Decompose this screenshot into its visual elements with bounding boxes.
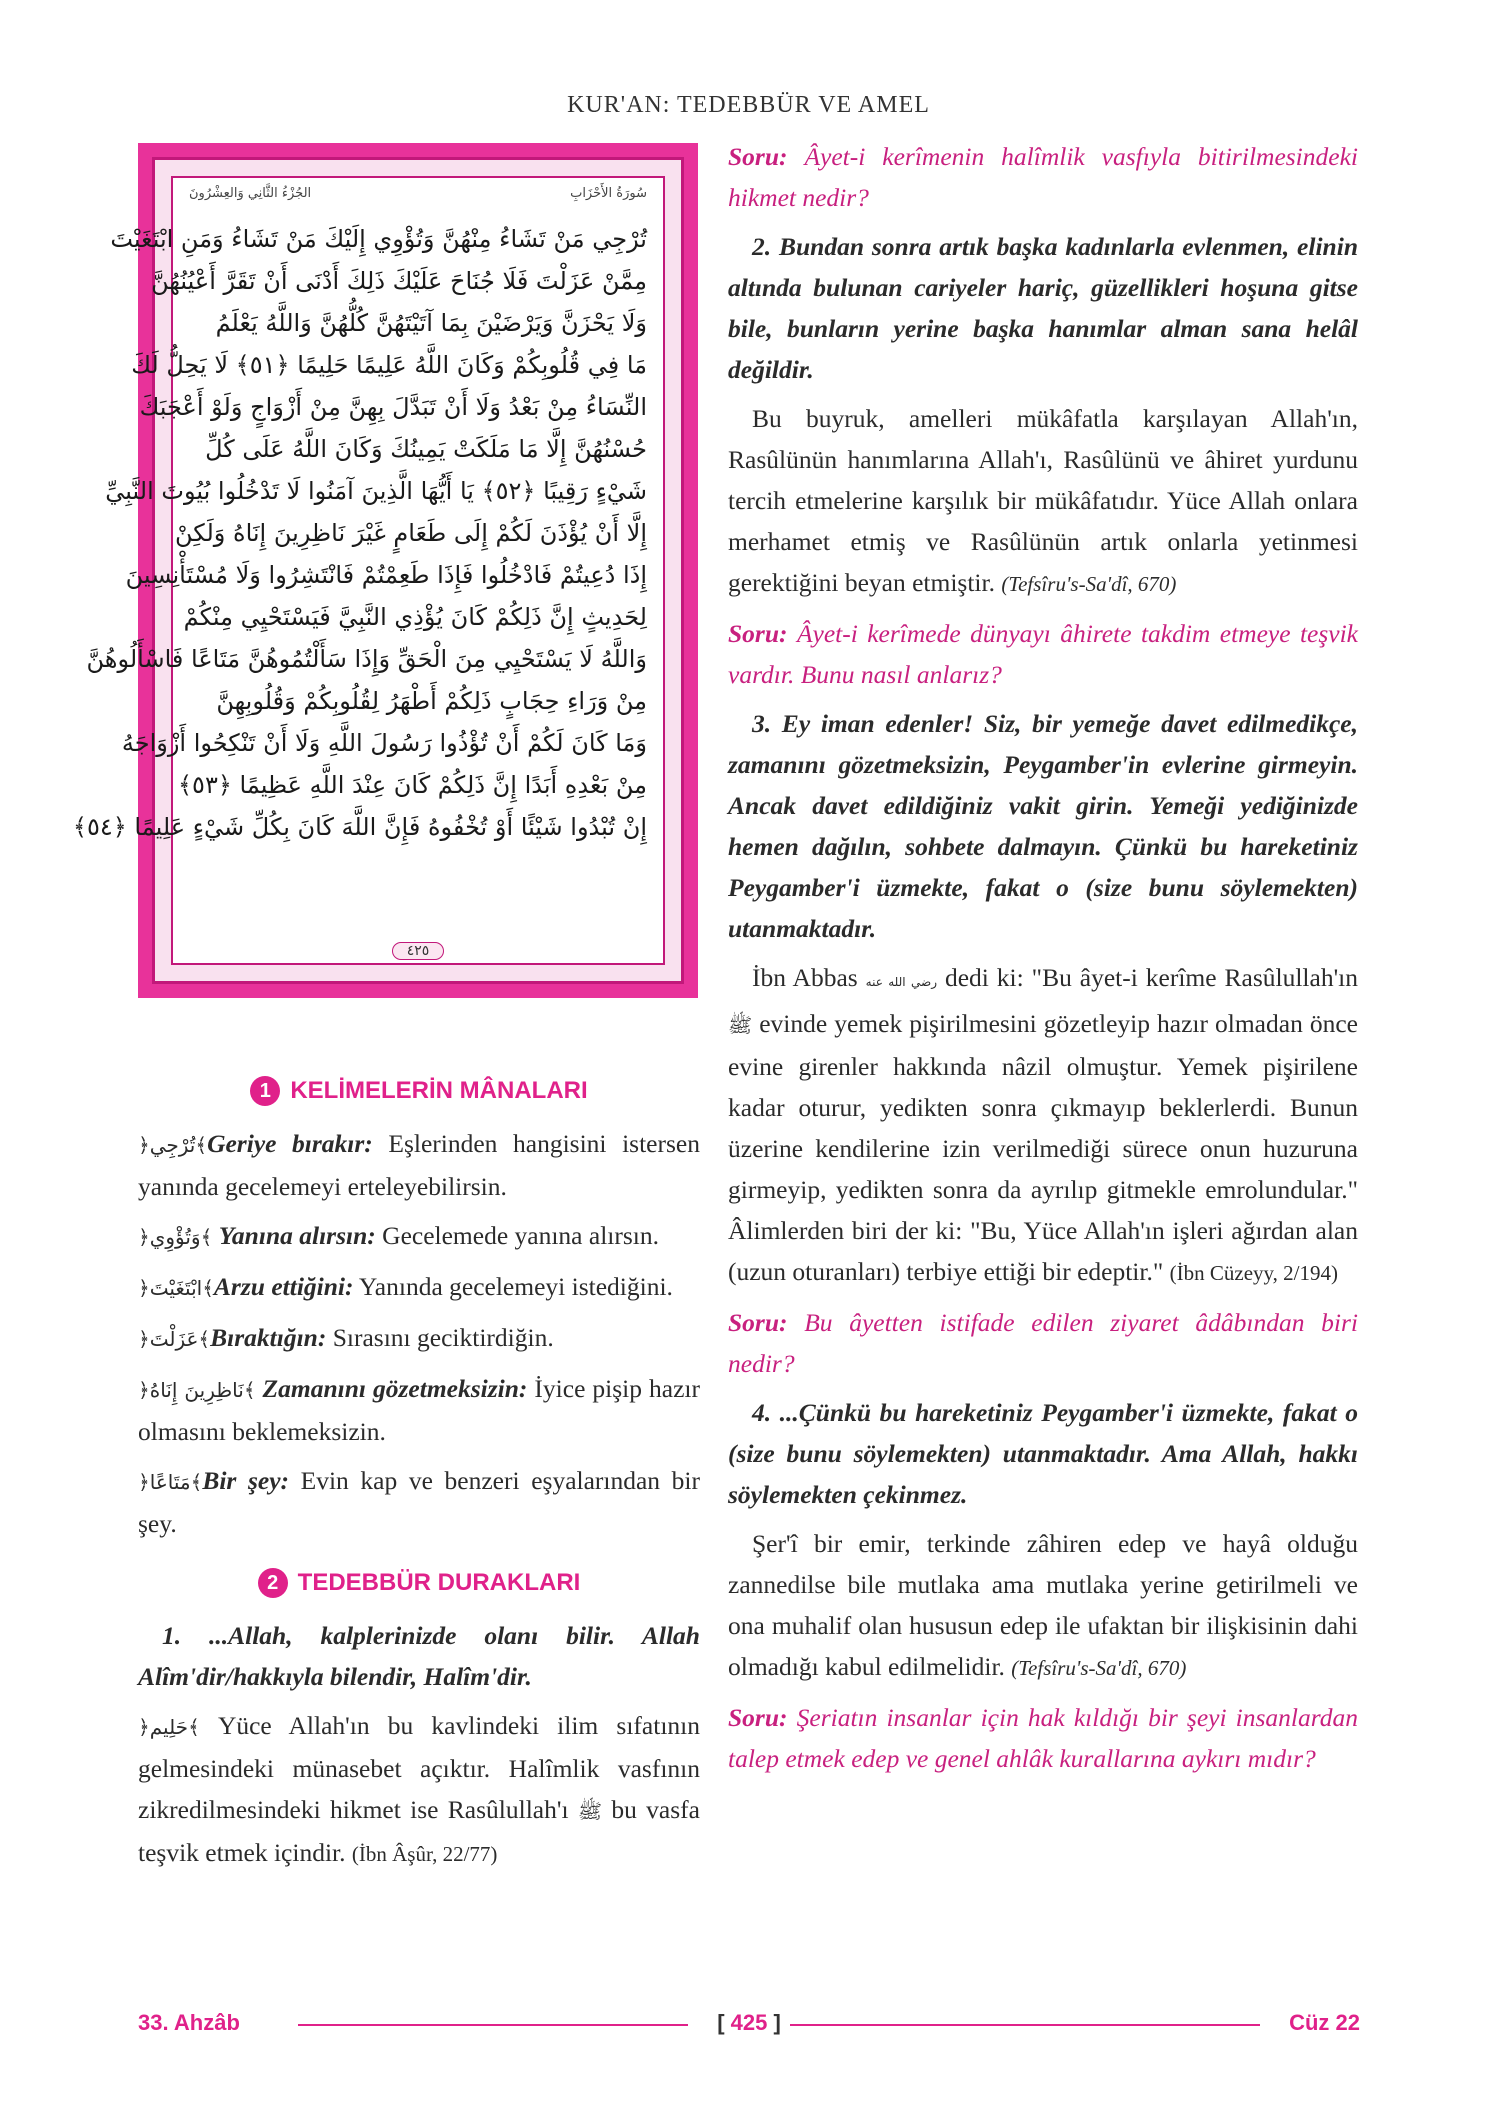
reflection-commentary-1 (138, 1705, 700, 1875)
salawat-symbol: ﷺ (577, 1799, 603, 1823)
footer-surah: 33. Ahzâb (138, 2010, 240, 2035)
running-header: KUR'AN: TEDEBBÜR VE AMEL (567, 92, 930, 118)
term-meaning: Yanına alırsın: (212, 1221, 376, 1250)
quran-line: إِنْ تُبْدُوا شَيْئًا أَوْ تُخْفُوهُ فَإِنَّ اللَّهَ كَانَ بِكُلِّ شَيْءٍ عَلِيمًا ﴿٥٤﴾ (72, 813, 647, 841)
quran-page-header (189, 186, 647, 201)
term-definition: Eşlerinden hangisini istersen yanında gecelemeyi erteleyebilirsin. (138, 1129, 700, 1201)
question-text: Bu âyetten istifade edilen ziyaret âdâbından biri nedir? (728, 1308, 1358, 1378)
term-definition: Evin kap ve benzeri eşyalarından bir şey. (138, 1466, 701, 1538)
reflection-verse-2: 2. Bundan sonra artık başka kadınlarla evlenmen, elinin altında bulunan cariyeler hariç, güzellikleri hoşuna gitse bile, bunların yerine başka hanımlar alman sana helâl değildir. (728, 232, 1358, 384)
question-label: Soru: (728, 619, 788, 648)
question-text: Âyet-i kerîmenin halîmlik vasfıyla bitirilmesindeki hikmet nedir? (728, 142, 1358, 212)
term-definition: Yanında gecelemeyi istediğini. (353, 1272, 673, 1301)
reference: (Tefsîru's-Sa'dî, 670) (1011, 1656, 1187, 1680)
term-definition: İyice pişip hazır olmasını beklemeksizin. (138, 1374, 700, 1446)
question-label: Soru: (728, 142, 788, 171)
question-label: Soru: (728, 1308, 788, 1337)
quran-line: وَاللَّهُ لَا يَسْتَحْيِي مِنَ الْحَقِّ وَإِذَا سَأَلْتُمُوهُنَّ مَتَاعًا فَاسْأَلُوهُنَّ (86, 645, 647, 673)
vocabulary-item (138, 1460, 700, 1544)
term-definition: Sırasını geciktirdiğin. (326, 1323, 554, 1352)
question-2 (728, 613, 1358, 695)
reflection-verse-1: 1. ...Allah, kalplerinizde olanı bilir. Allah Alîm'dir/hakkıyla bilendir, Halîm'dir. (138, 1621, 700, 1691)
radiyallahu-symbol: رضي الله عنه (865, 975, 938, 989)
commentary-text: Yüce Allah'ın bu kavlindeki ilim sıfatının gelmesindeki münasebet açıktır. Halîmlik vasfının zikredilmesindeki hikmet ise Rasûlullah'ı (138, 1711, 700, 1824)
quran-line: لِحَدِيثٍ إِنَّ ذَلِكُمْ كَانَ يُؤْذِي النَّبِيَّ فَيَسْتَحْيِي مِنْكُمْ (183, 603, 647, 631)
salawat-symbol: ﷺ (728, 1013, 753, 1037)
term-meaning: Bir şey: (202, 1466, 290, 1495)
quran-line: وَمَا كَانَ لَكُمْ أَنْ تُؤْذُوا رَسُولَ اللَّهِ وَلَا أَنْ تَنْكِحُوا أَزْوَاجَهُ (121, 729, 647, 757)
right-column (728, 136, 1358, 1787)
question-1 (728, 136, 1358, 218)
quran-line: إِذَا دُعِيتُمْ فَادْخُلُوا فَإِذَا طَعِمْتُمْ فَانْتَشِرُوا وَلَا مُسْتَأْنِسِينَ (125, 561, 647, 589)
bracket-close: ] (767, 2010, 781, 2035)
term-meaning: Geriye bırakır: (207, 1129, 373, 1158)
footer-juz: Cüz 22 (1289, 2010, 1360, 2035)
commentary-text: İbn Abbas (752, 963, 866, 992)
arabic-term: ﴿تُرْجِي﴾ (138, 1133, 208, 1157)
commentary-text: Bu buyruk, amelleri mükâfatla karşılayan Allah'ın, Rasûlünün hanımlarına Allah'ı, Rasûlünü ve âhiret yurdunu tercih etmelerine karşılık bir mükâfatıdır. Yüce Allah onlara merhamet etmiş ve Rasûlünün artık onlarla yetinmesi gerektiğini beyan etmiştir. (728, 404, 1358, 597)
commentary-text: Şer'î bir emir, terkinde zâhiren edep ve hayâ olduğu zannedilse bile mutlaka ama mutlaka yerine getirilmeli ve ona muhalif olan hususun edep ile ufaktan bir ilişkisinin dahi olmadığı kabul edilmelidir. (728, 1529, 1358, 1681)
arabic-term: ﴿ابْتَغَيْتَ﴾ (138, 1276, 214, 1300)
quran-lines (72, 218, 647, 848)
quran-line: وَلَا يَحْزَنَّ وَيَرْضَيْنَ بِمَا آتَيْتَهُنَّ كُلُّهُنَّ وَاللَّهُ يَعْلَمُ (215, 309, 647, 337)
arabic-term: ﴿نَاظِرِينَ إِنَاهُ﴾ (138, 1378, 256, 1402)
quran-page-frame (72, 143, 698, 998)
vocabulary-list (138, 1123, 700, 1544)
section-title: KELİMELERİN MÂNALARI (290, 1077, 588, 1104)
question-4 (728, 1697, 1358, 1779)
quran-line: مِنْ بَعْدِهِ أَبَدًا إِنَّ ذَلِكُمْ كَانَ عِنْدَ اللَّهِ عَظِيمًا ﴿٥٣﴾ (177, 771, 647, 799)
page-number: 425 (730, 2010, 768, 2035)
term-meaning: Zamanını gözetmeksizin: (255, 1374, 528, 1403)
arabic-term: ﴿حَلِيم﴾ (138, 1715, 200, 1739)
quran-line: مِمَّنْ عَزَلْتَ فَلَا جُنَاحَ عَلَيْكَ ذَلِكَ أَدْنَى أَنْ تَقَرَّ أَعْيُنُهُنَّ (151, 267, 647, 295)
reflection-verse-3: 3. Ey iman edenler! Siz, bir yemeğe davet edilmedikçe, zamanını gözetmeksizin, Peygamber'in evlerine girmeyin. Ancak davet edildiğiniz vakit girin. Yemeği yediğinizde hemen dağılın, sohbete dalmayın. Çünkü bu hareketiniz Peygamber'i üzmekte, fakat o (size bunu söylemekten) utanmaktadır. (728, 709, 1358, 943)
quran-text-area (72, 176, 665, 965)
quran-frame-border (72, 157, 684, 984)
term-meaning: Arzu ettiğini: (213, 1272, 354, 1301)
term-definition: Gecelemede yanına alırsın. (375, 1221, 659, 1250)
reflection-verse-4: 4. ...Çünkü bu hareketiniz Peygamber'i üzmekte, fakat o (size bunu söylemekten) utanmaktadır. Ama Allah, hakkı söylemekten çekinmez. (728, 1398, 1358, 1509)
quran-line: حُسْنُهُنَّ إِلَّا مَا مَلَكَتْ يَمِينُكَ وَكَانَ اللَّهُ عَلَى كُلِّ (205, 435, 647, 463)
quran-line: مِنْ وَرَاءِ حِجَابٍ ذَلِكُمْ أَطْهَرُ لِقُلُوبِكُمْ وَقُلُوبِهِنَّ (216, 687, 647, 715)
reference: (Tefsîru's-Sa'dî, 670) (1001, 572, 1177, 596)
quran-page-number: ٤٢٥ (173, 943, 663, 959)
page-footer (138, 2010, 1360, 2040)
question-text: Âyet-i kerîmede dünyayı âhirete takdim etmeye teşvik vardır. Bunu nasıl anlarız? (728, 619, 1358, 689)
commentary-text: dedi ki: "Bu âyet-i kerîme Rasûlullah'ın (937, 963, 1359, 992)
quran-line: إِلَّا أَنْ يُؤْذَنَ لَكُمْ إِلَى طَعَامٍ غَيْرَ نَاظِرِينَ إِنَاهُ وَلَكِنْ (174, 519, 647, 547)
bracket-open: [ (717, 2010, 731, 2035)
section-heading-kelimeler (138, 1070, 700, 1111)
section-heading-tedebbur (138, 1562, 700, 1603)
left-column (138, 1060, 700, 1883)
reflection-commentary-2 (728, 398, 1358, 605)
reflection-commentary-3 (728, 957, 1358, 1294)
vocabulary-item (138, 1266, 700, 1309)
quran-line: شَيْءٍ رَقِيبًا ﴿٥٢﴾ يَا أَيُّهَا الَّذِينَ آمَنُوا لَا تَدْخُلُوا بُيُوتَ النَّبِيِّ (105, 477, 647, 505)
vocabulary-item (138, 1215, 700, 1258)
commentary-text: evinde yemek pişirilmesini gözetleyip hazır olmadan önce evine girenler hakkında nâzil olmuştur. Yemek pişirilene kadar oturur, yedikten sonra çıkmayıp beklerlerdi. Bunun üzerine kendilerine izin verilmediği sürece onun huzuruna girmeyip, yedikten sonra da ayrılıp gitmekle emrolundular." Âlimlerden biri der ki: "Bu, Yüce Allah'ın işleri ağırdan alan (uzun oturanları) terbiye ettiği bir edeptir." (728, 1009, 1358, 1286)
vocabulary-item (138, 1123, 700, 1207)
term-meaning: Bıraktığın: (210, 1323, 327, 1352)
footer-rule-right (790, 2024, 1260, 2026)
quran-line: مَا فِي قُلُوبِكُمْ وَكَانَ اللَّهُ عَلِيمًا حَلِيمًا ﴿٥١﴾ لَا يَحِلُّ لَكَ (131, 351, 647, 379)
section-title: TEDEBBÜR DURAKLARI (297, 1569, 581, 1596)
vocabulary-item (138, 1317, 700, 1360)
commentary-text: bu vasfa teşvik etmek içindir. (138, 1795, 700, 1867)
reflection-commentary-4 (728, 1523, 1358, 1689)
reference: (İbn Âşûr, 22/77) (351, 1842, 498, 1866)
surah-label: سُورَةُ الأَحْزَابِ (570, 186, 647, 201)
arabic-term: ﴿مَتَاعًا﴾ (138, 1470, 203, 1494)
footer-page-number (138, 2010, 1360, 2036)
section-number-badge: 2 (258, 1568, 288, 1598)
arabic-term: ﴿عَزَلْتَ﴾ (138, 1327, 211, 1351)
quran-line: النِّسَاءُ مِنْ بَعْدُ وَلَا أَنْ تَبَدَّلَ بِهِنَّ مِنْ أَزْوَاجٍ وَلَوْ أَعْجَبَكَ (139, 393, 647, 421)
question-text: Şeriatın insanlar için hak kıldığı bir şeyi insanlardan talep etmek edep ve genel ahlâk kurallarına aykırı mıdır? (728, 1703, 1358, 1773)
question-label: Soru: (728, 1703, 788, 1732)
juz-label: الجُزْءُ الثَّانِي وَالعِشْرُونَ (189, 186, 312, 201)
vocabulary-item (138, 1368, 700, 1452)
arabic-term: ﴿وَتُؤْوِي﴾ (138, 1225, 213, 1249)
question-3 (728, 1302, 1358, 1384)
quran-line: تُرْجِي مَنْ تَشَاءُ مِنْهُنَّ وَتُؤْوِي إِلَيْكَ مَنْ تَشَاءُ وَمَنِ ابْتَغَيْتَ (110, 225, 647, 253)
section-number-badge: 1 (250, 1076, 280, 1106)
reference: (İbn Cüzeyy, 2/194) (1169, 1261, 1338, 1285)
